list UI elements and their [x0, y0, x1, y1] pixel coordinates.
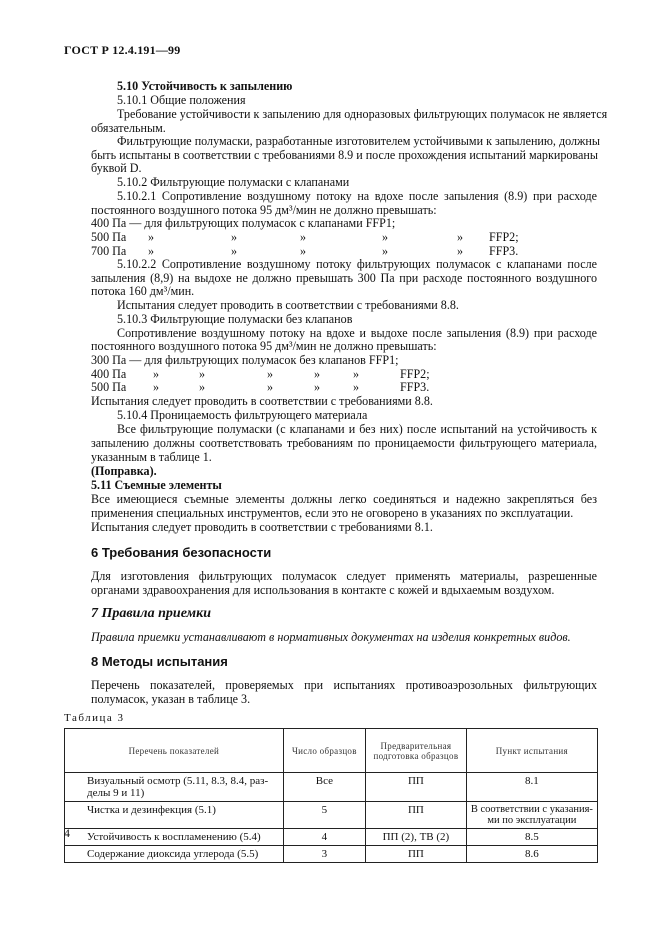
- ditto-mark: »: [153, 380, 160, 394]
- paragraph-line: Требование устойчивости к запылению для одноразовых фильтрующих полумасок не является: [117, 107, 608, 121]
- paragraph-line: 5.10.2.2 Сопротивление воздушному потоку фильтрующих полумасок с клапанами после: [117, 257, 597, 271]
- paragraph-line: Испытания следует проводить в соответствии с требованиями 8.8.: [91, 394, 433, 408]
- ditto-mark: »: [153, 367, 160, 381]
- amendment-note: (Поправка).: [91, 464, 157, 478]
- table-header-row: [65, 729, 598, 773]
- ditto-mark: »: [148, 244, 155, 258]
- list-value: 500 Па: [91, 230, 127, 244]
- ditto-mark: »: [382, 244, 389, 258]
- table-cell: Все: [283, 773, 365, 802]
- section-7-title: 7 Правила приемки: [91, 606, 212, 621]
- table-cell: В соответствии с указания- ми по эксплуатации: [466, 802, 597, 829]
- list-item: 300 Па — для фильтрующих полумасок без клапанов FFP1;: [91, 353, 399, 367]
- paragraph-line: Испытания следует проводить в соответствии с требованиями 8.1.: [91, 520, 433, 534]
- paragraph-line: потока 160 дм³/мин.: [91, 284, 195, 298]
- subsection-5-10-4: 5.10.4 Проницаемость фильтрующего материала: [117, 408, 368, 422]
- paragraph-line: буквой D.: [91, 161, 142, 175]
- subsection-5-10-1: 5.10.1 Общие положения: [117, 93, 246, 107]
- table-cell: Содержание диоксида углерода (5.5): [65, 846, 284, 863]
- table-cell: Чистка и дезинфекция (5.1): [65, 802, 284, 829]
- paragraph-line: запылению должны соответствовать требованиям по проницаемости фильтрующего материала,: [91, 436, 597, 450]
- paragraph-line: постоянного воздушного потока 95 дм³/мин не должно превышать:: [91, 339, 437, 353]
- ditto-mark: »: [300, 230, 307, 244]
- paragraph-line: Для изготовления фильтрующих полумасок следует применять материалы, разрешенные: [91, 569, 597, 583]
- table-cell: 5: [283, 802, 365, 829]
- paragraph-line: быть испытаны в соответствии с требованиями 8.9 и после прохождения испытаний маркированы: [91, 148, 598, 162]
- paragraph-line: обязательным.: [91, 121, 166, 135]
- list-class: FFP3.: [489, 244, 519, 258]
- table-cell: ПП: [366, 802, 467, 829]
- paragraph-line: Фильтрующие полумаски, разработанные изготовителем устойчивыми к запылению, должны: [117, 134, 601, 148]
- section-8-title: 8 Методы испытания: [91, 654, 228, 669]
- section-5-10-title: 5.10 Устойчивость к запылению: [117, 79, 293, 93]
- header-cell: Пункт испытания: [466, 729, 597, 773]
- ditto-mark: »: [267, 380, 274, 394]
- ditto-mark: »: [300, 244, 307, 258]
- table-row: [65, 829, 598, 846]
- ditto-mark: »: [231, 244, 238, 258]
- paragraph-line: Правила приемки устанавливают в нормативных документах на изделия конкретных видов.: [91, 630, 571, 644]
- ditto-mark: »: [314, 380, 321, 394]
- header-cell: Предварительная подготовка образцов: [366, 729, 467, 773]
- list-value: 700 Па: [91, 244, 127, 258]
- table-row: [65, 773, 598, 802]
- ditto-mark: »: [148, 230, 155, 244]
- paragraph-line: Сопротивление воздушному потоку на вдохе и выдохе после запыления (8.9) при расходе: [117, 326, 597, 340]
- paragraph-line: Перечень показателей, проверяемых при испытаниях противоаэрозольных фильтрующих: [91, 678, 597, 692]
- ditto-mark: »: [199, 367, 206, 381]
- ditto-mark: »: [314, 367, 321, 381]
- paragraph-line: применения специальных инструментов, если это не оговорено в указаниях по эксплуатации.: [91, 506, 574, 520]
- table-cell: Устойчивость к воспламенению (5.4): [65, 829, 284, 846]
- ditto-mark: »: [199, 380, 206, 394]
- list-value: 500 Па: [91, 380, 127, 394]
- subsection-5-10-2: 5.10.2 Фильтрующие полумаски с клапанами: [117, 175, 350, 189]
- section-6-title: 6 Требования безопасности: [91, 545, 272, 560]
- ditto-mark: »: [231, 230, 238, 244]
- subsection-5-10-3: 5.10.3 Фильтрующие полумаски без клапанов: [117, 312, 353, 326]
- paragraph-line: Все фильтрующие полумаски (с клапанами и без них) после испытаний на устойчивость к: [117, 422, 597, 436]
- page-number: 4: [64, 826, 70, 840]
- table-cell: 8.6: [466, 846, 597, 863]
- ditto-mark: »: [267, 367, 274, 381]
- table-cell: 8.1: [466, 773, 597, 802]
- paragraph-line: Все имеющиеся съемные элементы должны легко соединяться и надежно закрепляться без: [91, 492, 597, 506]
- list-class: FFP3.: [400, 380, 430, 394]
- paragraph-line: органами здравоохранения для использования в контакте с кожей и вдыхаемым воздухом.: [91, 583, 555, 597]
- paragraph-line: запыления (8,9) на выдохе не должно превышать 300 Па при расходе постоянного воздушного: [91, 271, 597, 285]
- table-cell: ПП: [366, 846, 467, 863]
- ditto-mark: »: [457, 244, 464, 258]
- table-row: [65, 802, 598, 829]
- ditto-mark: »: [457, 230, 464, 244]
- header-cell: Число образцов: [283, 729, 365, 773]
- ditto-mark: »: [353, 367, 360, 381]
- section-5-11-title: 5.11 Съемные элементы: [91, 478, 222, 492]
- table-cell: 8.5: [466, 829, 597, 846]
- list-item: [91, 230, 519, 245]
- table-cell: ПП: [366, 773, 467, 802]
- table-cell: ПП (2), ТВ (2): [366, 829, 467, 846]
- table-row: [65, 846, 598, 863]
- paragraph-line: Испытания следует проводить в соответствии с требованиями 8.8.: [117, 298, 459, 312]
- ditto-mark: »: [353, 380, 360, 394]
- list-value: 400 Па: [91, 367, 127, 381]
- list-item: 400 Па — для фильтрующих полумасок с клапанами FFP1;: [91, 216, 396, 230]
- table-cell: Визуальный осмотр (5.11, 8.3, 8.4, раз- делы 9 и 11): [65, 773, 284, 802]
- paragraph-line: указанным в таблице 1.: [91, 450, 212, 464]
- document-header: ГОСТ Р 12.4.191—99: [64, 43, 181, 57]
- table-cell: 4: [283, 829, 365, 846]
- paragraph-line: 5.10.2.1 Сопротивление воздушному потоку на вдохе после запыления (8.9) при расходе: [117, 189, 597, 203]
- paragraph-line: полумасок, указан в таблице 3.: [91, 692, 251, 706]
- list-item: [91, 380, 429, 395]
- header-cell: Перечень показателей: [65, 729, 284, 773]
- paragraph-line: постоянного воздушного потока 95 дм³/мин не должно превышать:: [91, 203, 437, 217]
- list-class: FFP2;: [400, 367, 430, 381]
- list-class: FFP2;: [489, 230, 519, 244]
- table-cell: 3: [283, 846, 365, 863]
- ditto-mark: »: [382, 230, 389, 244]
- table-caption: Таблица 3: [64, 712, 125, 724]
- table-3: [64, 728, 598, 863]
